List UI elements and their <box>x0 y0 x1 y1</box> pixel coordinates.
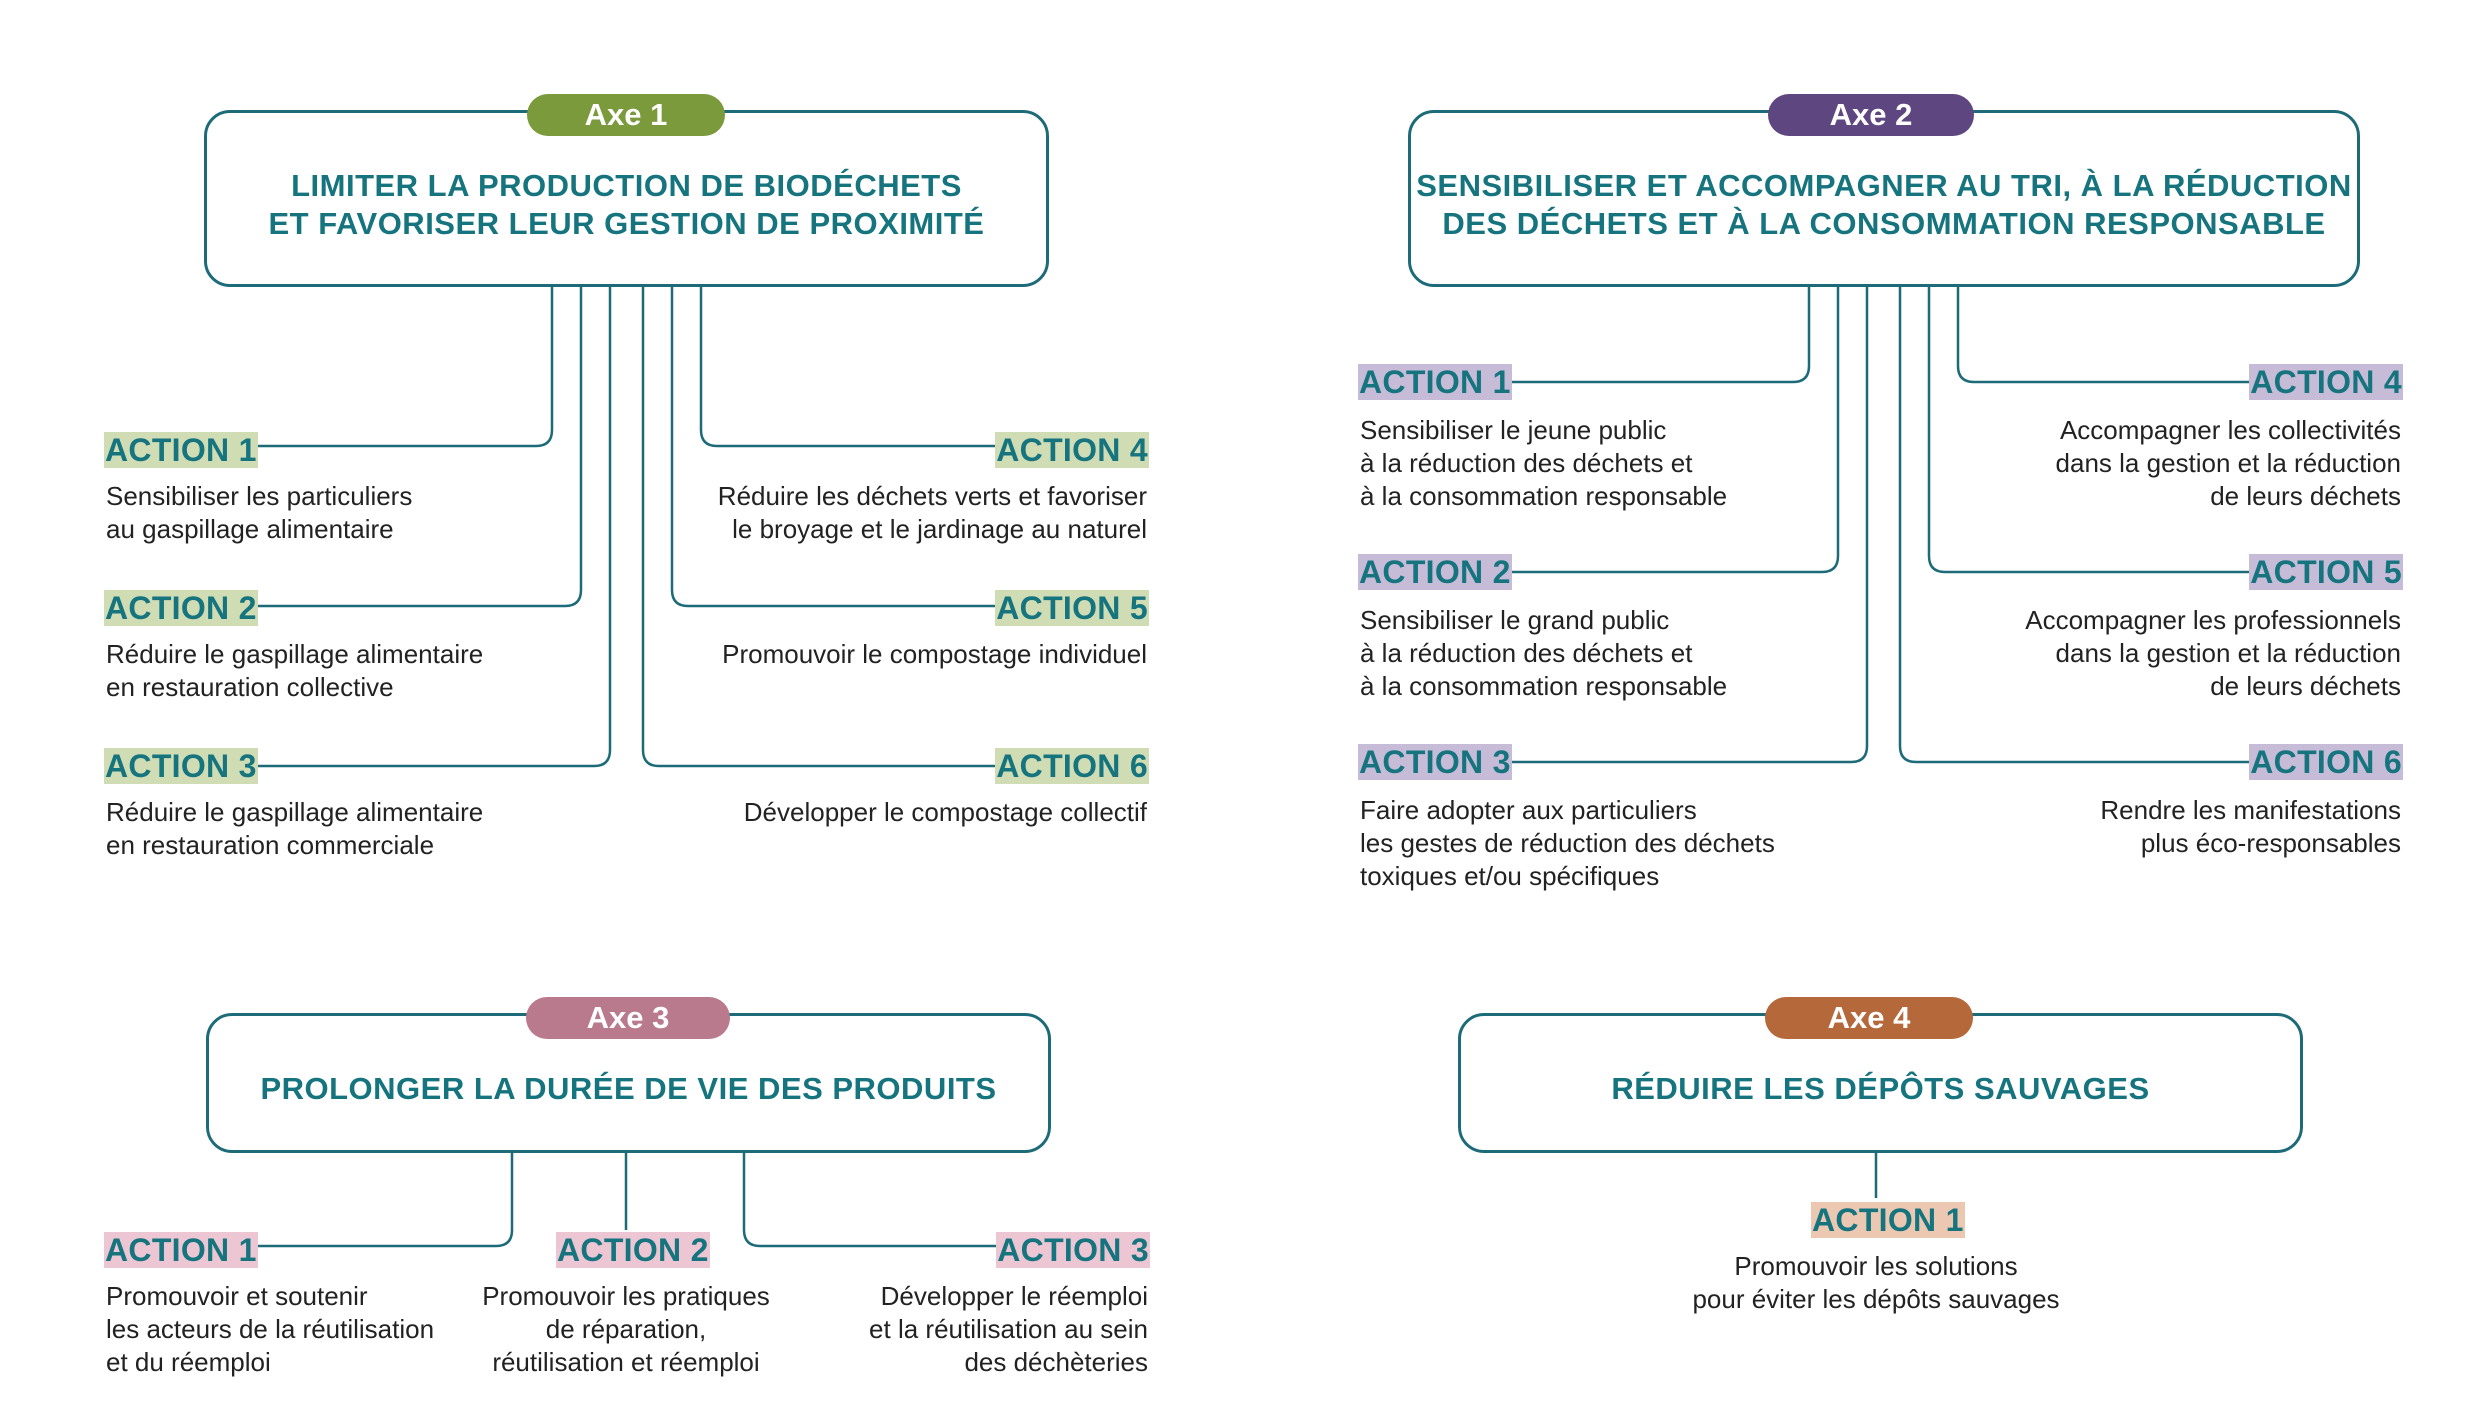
axe1-action3-label: ACTION 3 <box>105 748 257 784</box>
axe3-action3-label: ACTION 3 <box>997 1232 1149 1268</box>
axe2-action2-text: Sensibiliser le grand public à la réduction des déchets et à la consommation responsable <box>1360 605 1728 701</box>
axe3-action2-text: Promouvoir les pratiques de réparation, réutilisation et réemploi <box>482 1281 770 1377</box>
axe2-action4-text: Accompagner les collectivités dans la gestion et la réduction de leurs déchets <box>2055 415 2401 511</box>
axe3-badge: Axe 3 <box>526 997 730 1039</box>
axe1-action4-label: ACTION 4 <box>996 432 1148 468</box>
axe1-action1-label: ACTION 1 <box>105 432 257 468</box>
axe4-badge: Axe 4 <box>1765 997 1973 1039</box>
axe2-action3-label: ACTION 3 <box>1359 744 1511 780</box>
axe1-action6-text: Développer le compostage collectif <box>743 797 1147 827</box>
axe2-action6-label: ACTION 6 <box>2250 744 2402 780</box>
axe1-title: LIMITER LA PRODUCTION DE BIODÉCHETS ET FAVORISER LEUR GESTION DE PROXIMITÉ <box>268 167 985 241</box>
axe3-action1-text: Promouvoir et soutenir les acteurs de la réutilisation et du réemploi <box>106 1281 435 1377</box>
axe3-action2-label: ACTION 2 <box>557 1232 709 1268</box>
axe4-action1-label: ACTION 1 <box>1812 1202 1964 1238</box>
axe2-action1-text: Sensibiliser le jeune public à la réduction des déchets et à la consommation responsable <box>1360 415 1728 511</box>
axe1-action3-text: Réduire le gaspillage alimentaire en restauration commerciale <box>106 797 484 860</box>
axe1-badge: Axe 1 <box>527 94 725 136</box>
axe2-action2-label: ACTION 2 <box>1359 554 1511 590</box>
axe3-title: PROLONGER LA DURÉE DE VIE DES PRODUITS <box>260 1071 997 1106</box>
axe2-action5-label: ACTION 5 <box>2250 554 2402 590</box>
axe2-action1-label: ACTION 1 <box>1359 364 1511 400</box>
axe2-box <box>1408 110 2360 287</box>
axe1-action4-text: Réduire les déchets verts et favoriser le broyage et le jardinage au naturel <box>717 481 1147 544</box>
axe1-action6-label: ACTION 6 <box>996 748 1148 784</box>
axe1-action5-text: Promouvoir le compostage individuel <box>722 639 1147 669</box>
axe2-badge: Axe 2 <box>1768 94 1974 136</box>
axe4-title: RÉDUIRE LES DÉPÔTS SAUVAGES <box>1611 1071 2150 1106</box>
axe2-title: SENSIBILISER ET ACCOMPAGNER AU TRI, À LA RÉDUCTION DES DÉCHETS ET À LA CONSOMMATION RESPONSABLE <box>1416 167 2352 241</box>
axe2-action6-text: Rendre les manifestations plus éco-responsables <box>2100 795 2401 858</box>
axe3-action3-text: Développer le réemploi et la réutilisation au sein des déchèteries <box>869 1281 1148 1377</box>
axe1-action2-label: ACTION 2 <box>105 590 257 626</box>
axe1-box <box>204 110 1049 287</box>
axe3-action1-label: ACTION 1 <box>105 1232 257 1268</box>
axe2-action3-text: Faire adopter aux particuliers les gestes de réduction des déchets toxiques et/ou spécifiques <box>1360 795 1775 891</box>
axe4-action1-text: Promouvoir les solutions pour éviter les dépôts sauvages <box>1692 1251 2060 1314</box>
axe1-action2-text: Réduire le gaspillage alimentaire en restauration collective <box>106 639 484 702</box>
axe2-action4-label: ACTION 4 <box>2250 364 2402 400</box>
axe1-action1-text: Sensibiliser les particuliers au gaspillage alimentaire <box>106 481 413 544</box>
axe2-action5-text: Accompagner les professionnels dans la gestion et la réduction de leurs déchets <box>2025 605 2401 701</box>
axe1-action5-label: ACTION 5 <box>996 590 1148 626</box>
